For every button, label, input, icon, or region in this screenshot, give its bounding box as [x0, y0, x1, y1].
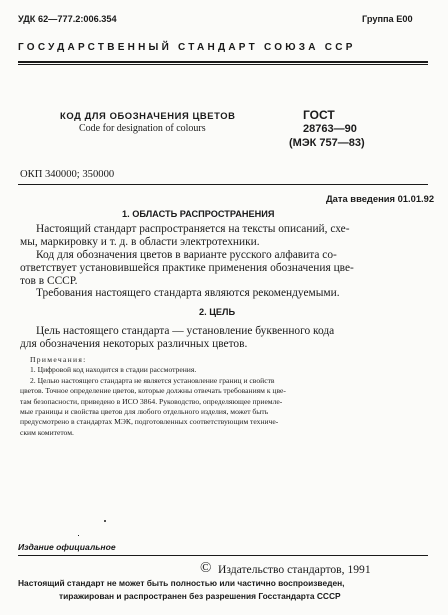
text-line: ответствует установившейся практике применения обозначения цве-	[20, 262, 354, 275]
section-1-heading: 1. ОБЛАСТЬ РАСПРОСТРАНЕНИЯ	[122, 209, 275, 219]
text-line: Код для обозначения цветов в варианте русского алфавита со-	[36, 249, 337, 261]
notes-heading: Примечания:	[30, 355, 87, 364]
udk-code: УДК 62—777.2:006.354	[18, 14, 117, 24]
okp-code: ОКП 340000; 350000	[20, 169, 115, 180]
note-1: 1. Цифровой код находится в стадии рассмотрения.	[30, 365, 197, 375]
note-2-line: там безопасности, приведено в ИСО 3864. Руководство, определяющее приемле-	[20, 396, 283, 406]
print-speck	[78, 535, 79, 536]
notes-block	[20, 355, 430, 438]
section-1-paragraph-1	[20, 223, 428, 249]
section-1-paragraph-2	[20, 249, 428, 289]
header-rule-thick	[18, 61, 428, 63]
header-rule-thin	[18, 64, 428, 65]
copyright-icon: ©	[200, 560, 212, 576]
copyright-text: Издательство стандартов, 1991	[218, 563, 371, 576]
text-line: Требования настоящего стандарта являются рекомендуемыми.	[36, 287, 340, 299]
document-title-english: Code for designation of colours	[79, 123, 206, 134]
reproduction-notice-line-2: тиражирован и распространен без разрешения Госстандарта СССР	[59, 591, 341, 601]
footer-rule	[18, 555, 428, 556]
state-standard-banner: ГОСУДАРСТВЕННЫЙ СТАНДАРТ СОЮЗА ССР	[18, 42, 356, 53]
text-line: Цель настоящего стандарта — установление буквенного кода	[36, 325, 335, 337]
text-line: Настоящий стандарт распространяется на тексты описаний, схе-	[36, 223, 350, 235]
note-2-line: 2. Целью настоящего стандарта не является установление границ и свойств	[30, 375, 275, 385]
gost-number: 28763—90	[303, 123, 357, 135]
text-line: мы, маркировку и т. д. в области электротехники.	[20, 236, 260, 249]
note-2-line: мые границы и свойства цветов для любого отдельного изделия, может быть	[20, 407, 269, 417]
note-2-line: цветов. Точное определение цветов, которые должны отвечать требованиям к цве-	[20, 386, 286, 396]
gost-label: ГОСТ	[303, 108, 335, 122]
text-line: тов в СССР.	[20, 275, 78, 288]
iec-number: (МЭК 757—83)	[289, 137, 365, 149]
note-2-line: ским комитетом.	[20, 427, 74, 437]
document-title: КОД ДЛЯ ОБОЗНАЧЕНИЯ ЦВЕТОВ	[60, 110, 236, 121]
text-line: для обозначения некоторых различных цветов.	[20, 338, 248, 351]
section-2-paragraph-1	[20, 325, 428, 351]
print-speck	[104, 520, 106, 522]
group-code: Группа Е00	[362, 14, 413, 24]
section-2-heading: 2. ЦЕЛЬ	[199, 307, 236, 317]
official-edition: Издание официальное	[18, 542, 116, 552]
okp-rule	[18, 184, 428, 185]
reproduction-notice-line-1: Настоящий стандарт не может быть полностью или частично воспроизведен,	[18, 578, 345, 588]
note-2-line: предусмотрено в стандартах МЭК, подготовленных соответствующим техниче-	[20, 417, 279, 427]
date-of-introduction: Дата введения 01.01.92	[326, 193, 435, 204]
section-1-paragraph-3	[20, 287, 428, 300]
